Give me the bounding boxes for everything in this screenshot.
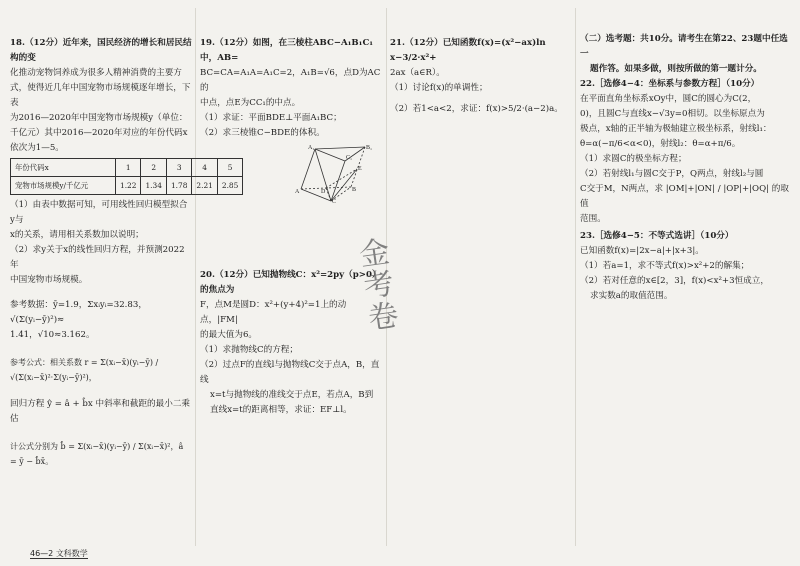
table-cell: 1 — [116, 159, 141, 177]
question-20 — [200, 268, 383, 418]
reference-formula: 参考公式：相关系数 r = Σ(xᵢ−x̄)(yᵢ−ȳ) / √(Σ(xᵢ−x̄)²·Σ(yᵢ−ȳ)²)， — [10, 358, 159, 382]
figure-label: A — [295, 189, 300, 195]
page-footer — [30, 548, 88, 559]
q23-line: 23.［选修4−5：不等式选讲］（10分） — [580, 231, 734, 241]
q20-line: F，点M是圆D：x²+(y+4)²=1上的动点，|FM| — [200, 300, 347, 325]
table-cell: 1.34 — [141, 177, 166, 195]
q22-line: θ=α(−π/6<α<0)，射线l₂：θ=α+π/6。 — [580, 139, 741, 149]
q18-line: （2）求y关于x的线性回归方程，并预测2022年 — [10, 245, 185, 270]
figure-label: C — [332, 199, 337, 203]
optional-instructions: （二）选考题：共10分。请考生在第22、23题中任选一 — [580, 34, 788, 59]
q22-line: 范围。 — [580, 214, 606, 224]
q21-line: （2）若1<a<2，求证：f(x)>5/2·(a−2)a。 — [390, 104, 563, 114]
page-fold-line — [195, 8, 196, 546]
figure-label: B₁ — [366, 145, 373, 151]
q18-line: 千亿元）其中2016—2020年对应的年份代码x — [10, 128, 188, 138]
q18-line: 18.（12分）近年来，国民经济的增长和居民结构的变 — [10, 38, 192, 63]
table-cell: 3 — [166, 159, 191, 177]
q22-line: （1）求圆C的极坐标方程； — [580, 154, 687, 164]
table-row-label: 宠物市场规模y/千亿元 — [11, 177, 116, 195]
q23-line: （1）若a=1，求不等式f(x)>x²+2的解集； — [580, 261, 750, 271]
table-cell: 2.21 — [192, 177, 217, 195]
figure-label: D — [321, 189, 326, 195]
q21-line: 21.（12分）已知函数f(x)=(x²−ax)ln x−3/2·x²+ — [390, 38, 546, 63]
q22-line: 极点，x轴的正半轴为极轴建立极坐标系，射线l₁： — [580, 124, 772, 134]
q19-line: （1）求证：平面BDE⊥平面A₁BC； — [200, 113, 342, 123]
q20-line: 20.（12分）已知抛物线C：x²=2py（p>0）的焦点为 — [200, 270, 381, 295]
q21-line: 2ax（a∈R）。 — [390, 68, 445, 78]
table-header-label: 年份代码x — [11, 159, 116, 177]
q19-line: BC=CA=A₁A=A₁C=2，A₁B=√6，点D为AC的 — [200, 68, 381, 93]
q20-line: 的最大值为6。 — [200, 330, 258, 340]
q20-line: （1）求抛物线C的方程； — [200, 345, 298, 355]
q22-line: （2）若射线l₁与圆C交于P，Q两点，射线l₂与圆 — [580, 169, 764, 179]
stamp-char: 金 — [357, 234, 394, 274]
q22-line: C交于M，N两点，求 |OM|+|ON| / |OP|+|OQ| 的取值 — [580, 184, 789, 209]
figure-label: A₁ — [308, 145, 315, 151]
q20-line: （2）过点F的直线l与抛物线C交于点A，B，直线 — [200, 360, 380, 385]
figure-label: C₁ — [346, 155, 353, 161]
q18-line: 式，使得近几年中国宠物市场规模逐年增长，下表 — [10, 83, 191, 108]
q19-line: 19.（12分）如图，在三棱柱ABC−A₁B₁C₁中，AB= — [200, 38, 374, 63]
question-22 — [580, 77, 796, 227]
q22-line: 在平面直角坐标系xOy中，圆C的圆心为C(2， — [580, 94, 757, 104]
question-19 — [200, 36, 383, 209]
q22-line: 0)，且圆C与直线x−√3y=0相切。以坐标原点为 — [580, 109, 765, 119]
table-cell: 2.85 — [217, 177, 242, 195]
table-cell: 1.22 — [116, 177, 141, 195]
q20-line: 直线x=t的距离相等，求证：EF⊥l。 — [210, 405, 352, 415]
q23-line: 求实数a的取值范围。 — [590, 291, 673, 301]
reference-formula: 计公式分别为 b̂ = Σ(xᵢ−x̄)(yᵢ−ȳ) / Σ(xᵢ−x̄)²，â = ȳ − b̂x̄。 — [10, 442, 184, 466]
optional-questions — [580, 32, 796, 304]
q21-line: （1）讨论f(x)的单调性； — [390, 83, 488, 93]
table-cell: 5 — [217, 159, 242, 177]
figure-label: E — [358, 166, 362, 172]
q19-line: （2）求三棱锥C−BDE的体积。 — [200, 128, 325, 138]
optional-instructions: 题作答。如果多做，则按所做的第一题计分。 — [590, 64, 762, 74]
q23-line: 已知函数f(x)=|2x−a|+|x+3|。 — [580, 246, 704, 256]
prism-figure — [295, 143, 375, 203]
question-23 — [580, 229, 796, 304]
reference-data: 参考数据：ȳ=1.9，Σxᵢyᵢ=32.83，√(Σ(yᵢ−ȳ)²)≈ — [10, 300, 147, 325]
stamp-char: 卷 — [366, 297, 403, 337]
q18-line: 为2016—2020年中国宠物市场规模y（单位： — [10, 113, 188, 123]
reference-data: 1.41，√10≈3.162。 — [10, 330, 95, 340]
q19-line: 中点，点E为CC₁的中点。 — [200, 98, 301, 108]
q18-line: （1）由表中数据可知，可用线性回归模型拟合y与 — [10, 200, 188, 225]
q22-line: 22.［选修4−4：坐标系与参数方程］（10分） — [580, 79, 760, 89]
reference-formula: 回归方程 ŷ = â + b̂x 中斜率和截距的最小二乘估 — [10, 399, 191, 424]
table-cell: 4 — [192, 159, 217, 177]
figure-label: B — [352, 187, 357, 193]
q18-line: x的关系，请用相关系数加以说明； — [10, 230, 144, 240]
page-fold-line — [575, 8, 576, 546]
q18-line: 依次为1—5。 — [10, 143, 64, 153]
table-cell: 2 — [141, 159, 166, 177]
stamp-char: 考 — [361, 265, 399, 306]
q18-line: 化推动宠物饲养成为很多人精神消费的主要方 — [10, 68, 182, 78]
q18-line: 中国宠物市场规模。 — [10, 275, 88, 285]
q20-line: x=t与抛物线的准线交于点E，若点A，B到 — [210, 390, 374, 400]
question-21 — [390, 36, 572, 117]
q23-line: （2）若对任意的x∈[2，3]，f(x)<x²+3恒成立， — [580, 276, 769, 286]
footer-label: 46—2 文科数学 — [30, 549, 88, 558]
table-cell: 1.78 — [166, 177, 191, 195]
